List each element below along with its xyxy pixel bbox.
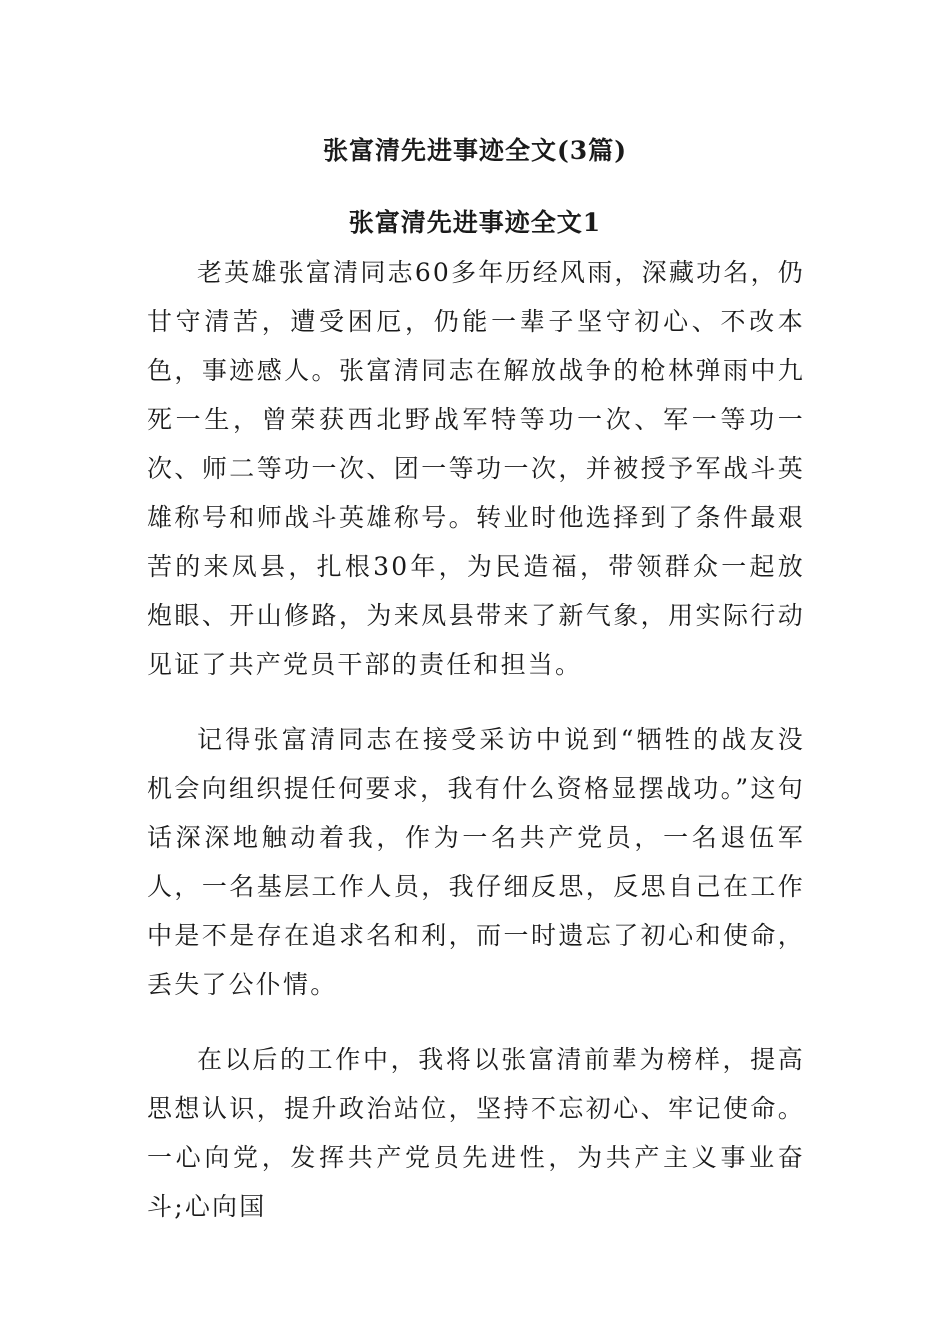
paragraph-1: 老英雄张富清同志60多年历经风雨，深藏功名，仍甘守清苦，遭受困厄，仍能一辈子坚守初心、不改本色，事迹感人。张富清同志在解放战争的枪林弹雨中九死一生，曾荣获西北野战军特等功一次、军一等功一次、师二等功一次、团一等功一次，并被授予军战斗英雄称号和师战斗英雄称号。转业时他选择到了条件最艰苦的来凤县，扎根30年，为民造福，带领群众一起放炮眼、开山修路，为来凤县带来了新气象，用实际行动见证了共产党员干部的责任和担当。 [147, 258, 805, 679]
paragraph-2: 记得张富清同志在接受采访中说到“牺牲的战友没机会向组织提任何要求，我有什么资格显摆战功。”这句话深深地触动着我，作为一名共产党员，一名退伍军人，一名基层工作人员，我仔细反思，反思自己在工作中是不是存在追求名和利，而一时遗忘了初心和使命，丢失了公仆情。 [147, 725, 805, 999]
document-title: 张富清先进事迹全文(3篇) [322, 136, 628, 165]
document-body [147, 248, 805, 1257]
section-heading: 张富清先进事迹全文1 [348, 208, 602, 237]
paragraph-3: 在以后的工作中，我将以张富清前辈为榜样，提高思想认识，提升政治站位，坚持不忘初心、牢记使命。一心向党，发挥共产党员先进性，为共产主义事业奋斗;心向国 [147, 1045, 805, 1221]
